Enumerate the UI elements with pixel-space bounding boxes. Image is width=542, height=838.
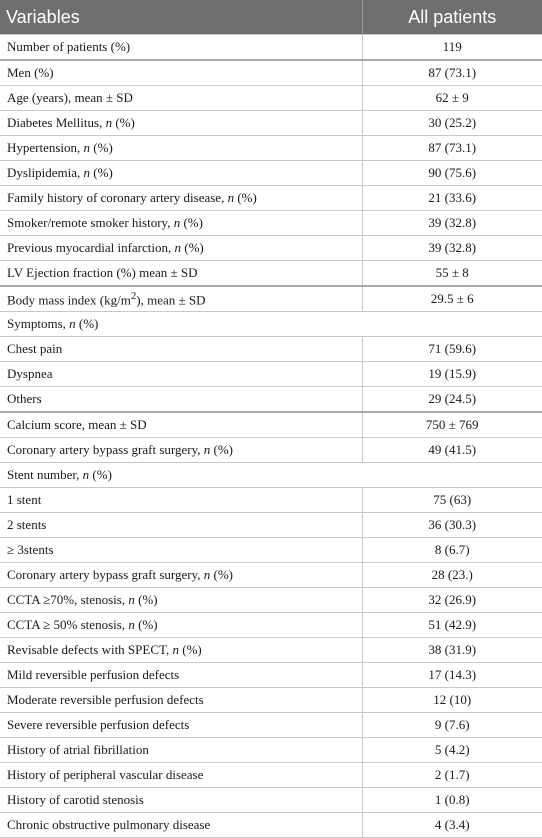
row-value: 5 (4.2) bbox=[362, 738, 542, 763]
row-label-text: CCTA ≥ 50% stenosis, bbox=[7, 617, 129, 632]
row-label-text: History of peripheral vascular disease bbox=[7, 767, 204, 782]
row-value: 90 (75.6) bbox=[362, 161, 542, 186]
row-label-text: Dyspnea bbox=[7, 366, 53, 381]
table-row bbox=[0, 688, 542, 713]
row-label-suffix: (%) bbox=[90, 140, 113, 155]
row-label-italic: n bbox=[83, 165, 91, 180]
row-label bbox=[0, 136, 362, 161]
row-label-superscript: 2 bbox=[130, 289, 137, 302]
row-label bbox=[0, 261, 362, 287]
table-row bbox=[0, 613, 542, 638]
table-row bbox=[0, 286, 542, 312]
table-row bbox=[0, 387, 542, 413]
row-label bbox=[0, 412, 362, 438]
row-value: 29.5 ± 6 bbox=[362, 286, 542, 312]
table-row bbox=[0, 513, 542, 538]
row-label-suffix: (%) bbox=[112, 115, 135, 130]
row-label bbox=[0, 538, 362, 563]
row-label-text: Calcium score, mean ± SD bbox=[7, 417, 147, 432]
row-label-text: Stent number, bbox=[7, 467, 83, 482]
row-value: 9 (7.6) bbox=[362, 713, 542, 738]
row-label bbox=[0, 563, 362, 588]
row-label-suffix: (%) bbox=[89, 467, 112, 482]
row-label bbox=[0, 488, 362, 513]
row-label-italic: n bbox=[69, 316, 76, 331]
row-value: 55 ± 8 bbox=[362, 261, 542, 287]
row-value: 12 (10) bbox=[362, 688, 542, 713]
row-label-suffix: ), mean ± SD bbox=[136, 292, 206, 308]
table-row bbox=[0, 35, 542, 61]
row-label bbox=[0, 638, 362, 663]
row-label-text: CCTA ≥70%, stenosis, bbox=[7, 592, 129, 607]
row-label-text: Severe reversible perfusion defects bbox=[7, 717, 190, 732]
row-label bbox=[0, 312, 542, 337]
row-label bbox=[0, 211, 362, 236]
table-row bbox=[0, 186, 542, 211]
row-value: 2 (1.7) bbox=[362, 763, 542, 788]
row-label-text: ≥ 3stents bbox=[7, 542, 54, 557]
row-value: 17 (14.3) bbox=[362, 663, 542, 688]
row-label-text: Others bbox=[7, 391, 42, 406]
row-value: 39 (32.8) bbox=[362, 211, 542, 236]
row-value: 19 (15.9) bbox=[362, 362, 542, 387]
row-label bbox=[0, 337, 362, 362]
row-value: 1 (0.8) bbox=[362, 788, 542, 813]
row-label bbox=[0, 60, 362, 86]
row-label-italic: n bbox=[173, 215, 181, 230]
table-row bbox=[0, 763, 542, 788]
row-label-text: Men (%) bbox=[7, 65, 54, 80]
row-label-text: Coronary artery bypass graft surgery, bbox=[7, 567, 204, 582]
table-row bbox=[0, 438, 542, 463]
row-label-suffix: (%) bbox=[178, 642, 202, 657]
row-label bbox=[0, 613, 362, 638]
row-value: 49 (41.5) bbox=[362, 438, 542, 463]
row-value: 30 (25.2) bbox=[362, 111, 542, 136]
row-label-text: Revisable defects with SPECT, bbox=[7, 642, 173, 657]
table-row bbox=[0, 211, 542, 236]
row-label-text: Symptoms, bbox=[7, 316, 70, 331]
row-label bbox=[0, 513, 362, 538]
table-row bbox=[0, 337, 542, 362]
row-label-text: Chest pain bbox=[7, 341, 63, 356]
row-label-italic: n bbox=[227, 190, 235, 205]
table-row bbox=[0, 60, 542, 86]
row-value: 62 ± 9 bbox=[362, 86, 542, 111]
table-row bbox=[0, 713, 542, 738]
row-value: 36 (30.3) bbox=[362, 513, 542, 538]
row-value: 39 (32.8) bbox=[362, 236, 542, 261]
row-label-text: Dyslipidemia, bbox=[7, 165, 84, 180]
row-label-text: Mild reversible perfusion defects bbox=[7, 667, 180, 682]
row-label bbox=[0, 362, 362, 387]
table-row bbox=[0, 588, 542, 613]
row-label-text: Body mass index (kg/m bbox=[7, 292, 131, 308]
row-label bbox=[0, 463, 542, 488]
row-label bbox=[0, 663, 362, 688]
row-value: 29 (24.5) bbox=[362, 387, 542, 413]
row-label-text: 1 stent bbox=[7, 492, 42, 507]
row-value: 87 (73.1) bbox=[362, 136, 542, 161]
table-row bbox=[0, 136, 542, 161]
row-label bbox=[0, 86, 362, 111]
row-label bbox=[0, 111, 362, 136]
row-value: 8 (6.7) bbox=[362, 538, 542, 563]
row-label-italic: n bbox=[172, 642, 179, 657]
row-label bbox=[0, 161, 362, 186]
row-value: 75 (63) bbox=[362, 488, 542, 513]
row-label-suffix: (%) bbox=[134, 592, 158, 607]
row-label-italic: n bbox=[203, 442, 211, 457]
row-label-text: Hypertension, bbox=[7, 140, 84, 155]
row-label-text: Chronic obstructive pulmonary disease bbox=[7, 817, 211, 832]
row-label bbox=[0, 286, 362, 312]
row-label bbox=[0, 713, 362, 738]
row-label-italic: n bbox=[105, 115, 113, 130]
row-value: 119 bbox=[362, 35, 542, 61]
row-label-suffix: (%) bbox=[75, 316, 99, 331]
row-label bbox=[0, 438, 362, 463]
row-label-text: Coronary artery bypass graft surgery, bbox=[7, 442, 204, 457]
row-label-suffix: (%) bbox=[134, 617, 158, 632]
row-value: 32 (26.9) bbox=[362, 588, 542, 613]
row-label-text: LV Ejection fraction (%) mean ± SD bbox=[7, 265, 198, 280]
row-value: 4 (3.4) bbox=[362, 813, 542, 838]
row-label-suffix: (%) bbox=[210, 442, 233, 457]
row-label-suffix: (%) bbox=[234, 190, 257, 205]
row-value: 51 (42.9) bbox=[362, 613, 542, 638]
header-all-patients: All patients bbox=[362, 0, 542, 35]
table-row bbox=[0, 86, 542, 111]
table-row bbox=[0, 663, 542, 688]
row-label-suffix: (%) bbox=[181, 240, 204, 255]
table-row bbox=[0, 563, 542, 588]
table-row bbox=[0, 788, 542, 813]
row-label-text: Moderate reversible perfusion defects bbox=[7, 692, 204, 707]
row-label bbox=[0, 738, 362, 763]
row-label-italic: n bbox=[128, 592, 135, 607]
table-body bbox=[0, 35, 542, 838]
table-row bbox=[0, 738, 542, 763]
table-row bbox=[0, 111, 542, 136]
row-label-suffix: (%) bbox=[180, 215, 203, 230]
table-row bbox=[0, 488, 542, 513]
table-row bbox=[0, 362, 542, 387]
row-label-text: Previous myocardial infarction, bbox=[7, 240, 175, 255]
row-label bbox=[0, 763, 362, 788]
row-label bbox=[0, 387, 362, 413]
row-label bbox=[0, 788, 362, 813]
row-label-italic: n bbox=[203, 567, 211, 582]
row-label-suffix: (%) bbox=[210, 567, 233, 582]
row-value: 71 (59.6) bbox=[362, 337, 542, 362]
row-value: 750 ± 769 bbox=[362, 412, 542, 438]
row-label-text: Family history of coronary artery disease, bbox=[7, 190, 228, 205]
row-label-text: Diabetes Mellitus, bbox=[7, 115, 106, 130]
header-variables: Variables bbox=[0, 0, 362, 35]
row-label-text: 2 stents bbox=[7, 517, 47, 532]
table-row bbox=[0, 412, 542, 438]
row-value: 87 (73.1) bbox=[362, 60, 542, 86]
row-label bbox=[0, 236, 362, 261]
table-row bbox=[0, 261, 542, 287]
row-label-suffix: (%) bbox=[90, 165, 113, 180]
table-header-row bbox=[0, 0, 542, 35]
row-label-text: Number of patients (%) bbox=[7, 39, 131, 54]
table-row bbox=[0, 638, 542, 663]
row-label-text: Age (years), mean ± SD bbox=[7, 90, 133, 105]
table-row bbox=[0, 463, 542, 488]
table-row bbox=[0, 161, 542, 186]
row-label bbox=[0, 186, 362, 211]
row-label bbox=[0, 688, 362, 713]
row-value: 21 (33.6) bbox=[362, 186, 542, 211]
row-label-italic: n bbox=[174, 240, 182, 255]
row-label-italic: n bbox=[83, 140, 91, 155]
table-row bbox=[0, 538, 542, 563]
row-label bbox=[0, 35, 362, 61]
row-label-text: History of atrial fibrillation bbox=[7, 742, 149, 757]
row-label-italic: n bbox=[82, 467, 90, 482]
table-row bbox=[0, 312, 542, 337]
table-row bbox=[0, 236, 542, 261]
row-label bbox=[0, 588, 362, 613]
row-label-text: Smoker/remote smoker history, bbox=[7, 215, 174, 230]
row-label-text: History of carotid stenosis bbox=[7, 792, 144, 807]
row-value: 38 (31.9) bbox=[362, 638, 542, 663]
row-value: 28 (23.) bbox=[362, 563, 542, 588]
row-label-italic: n bbox=[128, 617, 135, 632]
